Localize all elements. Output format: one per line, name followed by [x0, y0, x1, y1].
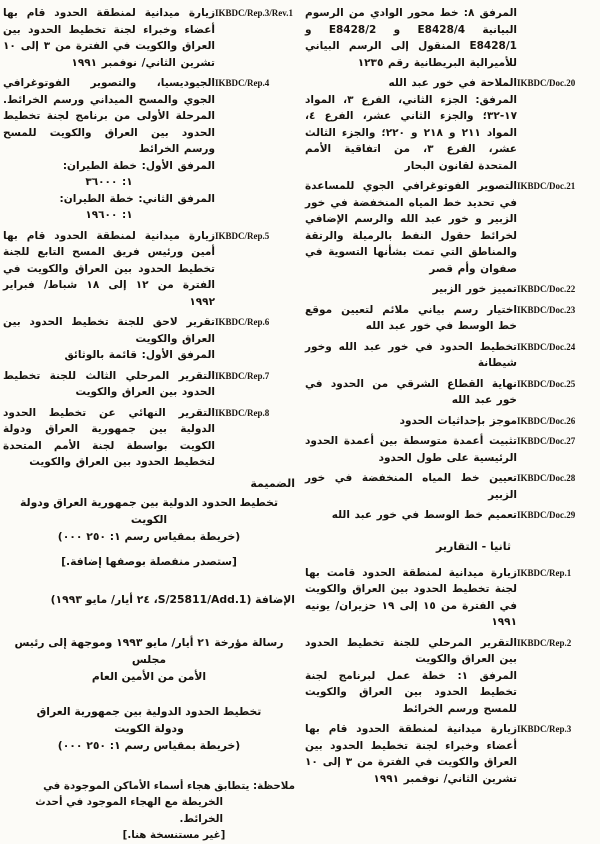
centered-block — [3, 553, 295, 570]
doc-ref-label: IKBDC/Doc.22 — [517, 284, 576, 294]
entry-text: التقرير النهائي عن تخطيط الحدود الدولية بين جمهورية العراق ودولة الكويت بواسطة لجنة الأمم المتحدة لتخطيط الحدود بين العراق والكويت — [3, 406, 215, 468]
entry-text: الجيوديسيا، والتصوير الفوتوغرافي الجوي والمسح الميداني ورسم الخرائط. المرحلة الأولى من برنامج لجنة تخطيط الحدود بين العراق والكويت للمسح ورسم الخرائط — [3, 77, 215, 155]
entry-body — [3, 368, 215, 401]
doc-entry — [3, 368, 295, 401]
addendum-reference-line: الإضافة (S/25811/Add.1، ٢٤ أيار/ مايو ١٩٩٣) — [50, 592, 295, 606]
centered-heading-line: تخطيط الحدود الدولية بين جمهورية العراق — [36, 704, 262, 718]
doc-entry — [305, 507, 597, 524]
entry-text: زيارة ميدانية لمنطقة الحدود قام بها أعضاء وخبراء لجنة تخطيط الحدود بين العراق والكويت في الفترة من ٣ إلى ١٠ تشرين الثاني/ نوفمبر ١٩٩١ — [3, 7, 215, 69]
doc-entry — [3, 314, 295, 364]
centered-heading-line: الأمن من الأمين العام — [91, 669, 207, 683]
entry-body — [3, 314, 215, 364]
entry-body — [305, 635, 517, 718]
entry-body — [305, 376, 517, 409]
doc-ref-label: IKBDC/Doc.26 — [517, 415, 576, 426]
entry-text: المرفق: الجزء الثاني، الفرع ٣، المواد ١٧-٣٢؛ والجزء الثاني عشر، الفرع ٤، المواد ٢١١ و ٢١٨ و ٢٢٠؛ والجزء الثالث عشر، الفرع ٣، من اتفاقية الأمم المتحدة لقانون البحار — [305, 93, 518, 172]
doc-entry — [305, 721, 597, 787]
entry-text: التقرير المرحلي الثالث للجنة تخطيط الحدود بين العراق والكويت — [3, 369, 215, 398]
entry-body — [3, 228, 215, 311]
entry-text: تخطيط الحدود في خور عبد الله وخور شيطانة — [305, 340, 517, 369]
centered-heading-line: تخطيط الحدود الدولية بين جمهورية العراق ودولة الكويت — [19, 495, 278, 526]
entry-body — [305, 75, 517, 174]
doc-entry — [305, 565, 597, 631]
doc-ref-label: IKBDC/Doc.21 — [517, 181, 576, 191]
doc-ref-label: IKBDC/Rep.8 — [215, 407, 270, 418]
centered-heading-line: (خريطة بمقياس رسم ١: ٢٥٠ ٠٠٠) — [57, 738, 241, 752]
footnote-block — [3, 778, 295, 844]
entry-body — [305, 5, 517, 71]
entry-text: زيارة ميدانية لمنطقة الحدود قام بها أمين ورئيس فريق المسح التابع للجنة تخطيط الحدود بين العراق والكويت في الفترة من ١٢ إلى ١٨ شباط/ فبراير ١٩٩٢ — [3, 229, 215, 308]
centered-block — [3, 634, 295, 685]
centered-heading-line: [ستصدر منفصلة بوصفها إضافة.] — [61, 554, 237, 568]
doc-ref-label: IKBDC/Doc.23 — [517, 304, 576, 315]
entry-body — [305, 470, 517, 503]
centered-block — [3, 703, 295, 754]
entry-body — [305, 721, 517, 787]
entry-text: المرفق ١: خطة عمل لبرنامج لجنة تخطيط الحدود بين العراق والكويت للمسح ورسم الخرائط — [305, 669, 518, 715]
entry-body — [305, 507, 517, 524]
doc-ref-label: IKBDC/Rep.3/Rev.1 — [215, 8, 294, 18]
entry-body — [305, 178, 517, 277]
entry-text: الملاحة في خور عبد الله — [388, 77, 517, 89]
doc-entry — [305, 635, 597, 718]
entry-text: تعيين خط المياه المنخفضة في خور الزبير — [305, 472, 517, 501]
note-line: ملاحظة: يتطابق هجاء أسماء الأماكن الموجودة في — [43, 779, 295, 792]
entry-body — [3, 405, 215, 471]
doc-ref-label — [517, 5, 597, 7]
appendix-heading: الضميمة — [250, 476, 295, 490]
doc-entry — [305, 178, 597, 277]
doc-entry — [305, 302, 597, 335]
doc-entry — [3, 405, 295, 471]
doc-entry — [305, 376, 597, 409]
doc-ref-label: IKBDC/Rep.2 — [517, 637, 572, 648]
entry-text: تقرير لاحق للجنة تخطيط الحدود بين العراق والكويت — [3, 316, 215, 345]
doc-ref-label: IKBDC/Doc.20 — [517, 78, 576, 88]
entry-text: ١: ١٩٦٠٠ — [85, 209, 133, 221]
doc-entry — [3, 5, 295, 71]
entry-text: المرفق الأول: خطة الطيران: — [62, 159, 215, 172]
column-second — [3, 5, 295, 841]
entry-body — [305, 339, 517, 372]
doc-ref-label: IKBDC/Rep.5 — [215, 230, 270, 241]
entry-text: تعميم خط الوسط في خور عبد الله — [331, 509, 517, 521]
centered-block — [3, 494, 295, 545]
entry-body — [3, 75, 215, 224]
doc-entry — [305, 339, 597, 372]
section-heading-reports: ثانيا - التقارير — [436, 539, 511, 553]
doc-entry — [305, 75, 597, 174]
entry-body — [305, 281, 517, 298]
entry-body — [305, 413, 517, 430]
entry-text: المرفق الثاني: خطة الطيران: — [59, 192, 215, 205]
doc-ref-label: IKBDC/Rep.6 — [215, 317, 270, 327]
entry-text: المرفق ٨: خط محور الوادي من الرسوم البيانية E8428/4 و E8428/2 و E8428/1 المنقول إلى الرسم البياني للأميرالية البريطانية رقم ١٢٣٥ — [305, 7, 518, 69]
entry-text: تمييز خور الزبير — [432, 283, 517, 295]
note-line: الخريطة مع الهجاء الموجود في أحدث الخرائط. — [35, 796, 223, 825]
entry-text: زيارة ميدانية لمنطقة الحدود قام بها أعضاء وخبراء لجنة تخطيط الحدود بين العراق والكويت في الفترة من ٣ إلى ١٠ تشرين الثاني/ نوفمبر ١٩٩١ — [305, 723, 517, 785]
entry-text: ١: ٣٦٠٠٠ — [85, 176, 133, 188]
entry-body — [305, 302, 517, 335]
doc-entry — [3, 228, 295, 311]
entry-text: موجز بإحداثيات الحدود — [399, 414, 517, 427]
doc-entry — [3, 75, 295, 224]
centered-heading-line: رسالة مؤرخة ٢١ أيار/ مايو ١٩٩٣ وموجهة إلى رئيس مجلس — [14, 635, 284, 666]
entry-body — [305, 433, 517, 466]
doc-ref-label: IKBDC/Doc.25 — [517, 378, 576, 389]
doc-ref-label: IKBDC/Rep.7 — [215, 370, 270, 381]
entry-body — [305, 565, 517, 631]
entry-text: زيارة ميدانية لمنطقة الحدود قامت بها لجنة تخطيط الحدود بين العراق والكويت في الفترة من ١٥ إلى ١٩ حزيران/ يونيه ١٩٩١ — [305, 566, 518, 628]
doc-ref-label: IKBDC/Rep.3 — [517, 724, 572, 734]
doc-ref-label: IKBDC/Rep.4 — [215, 78, 270, 88]
doc-ref-label: IKBDC/Doc.29 — [517, 510, 576, 520]
doc-entry — [305, 433, 597, 466]
entry-text: التقرير المرحلي للجنة تخطيط الحدود بين العراق والكويت — [305, 636, 517, 665]
note-line: [غير مستنسخة هنا.] — [122, 829, 226, 841]
column-first — [305, 5, 597, 837]
doc-entry — [305, 281, 597, 298]
centered-heading-line: (خريطة بمقياس رسم ١: ٢٥٠ ٠٠٠) — [57, 529, 241, 543]
doc-ref-label: IKBDC/Doc.27 — [517, 436, 576, 446]
entry-text: اختيار رسم بياني ملائم لتعيين موقع خط الوسط في خور عبد الله — [305, 303, 517, 332]
doc-entry — [305, 5, 597, 71]
doc-entry — [305, 413, 597, 430]
entry-text: نهاية القطاع الشرقي من الحدود في خور عبد الله — [305, 377, 517, 406]
doc-entry — [305, 470, 597, 503]
doc-ref-label: IKBDC/Rep.1 — [517, 567, 572, 578]
entry-body — [3, 5, 215, 71]
centered-heading-line: ودولة الكويت — [114, 721, 184, 735]
entry-text: تثبيت أعمدة متوسطة بين أعمدة الحدود الرئيسية على طول الحدود — [305, 435, 517, 464]
doc-ref-label: IKBDC/Doc.24 — [517, 341, 576, 352]
entry-text: المرفق الأول: قائمة بالوثائق — [64, 349, 215, 361]
doc-ref-label: IKBDC/Doc.28 — [517, 473, 576, 483]
entry-text: التصوير الفوتوغرافي الجوي للمساعدة في تحديد خط المياه المنخفضة في خور الزبير و خور عبد الله والرسم الإضافي لخرائط حقول النفط بالرميلة والرتقة والمناطق التي تمت بشأنها التسوية في صفوان وأم قصر — [305, 180, 517, 275]
